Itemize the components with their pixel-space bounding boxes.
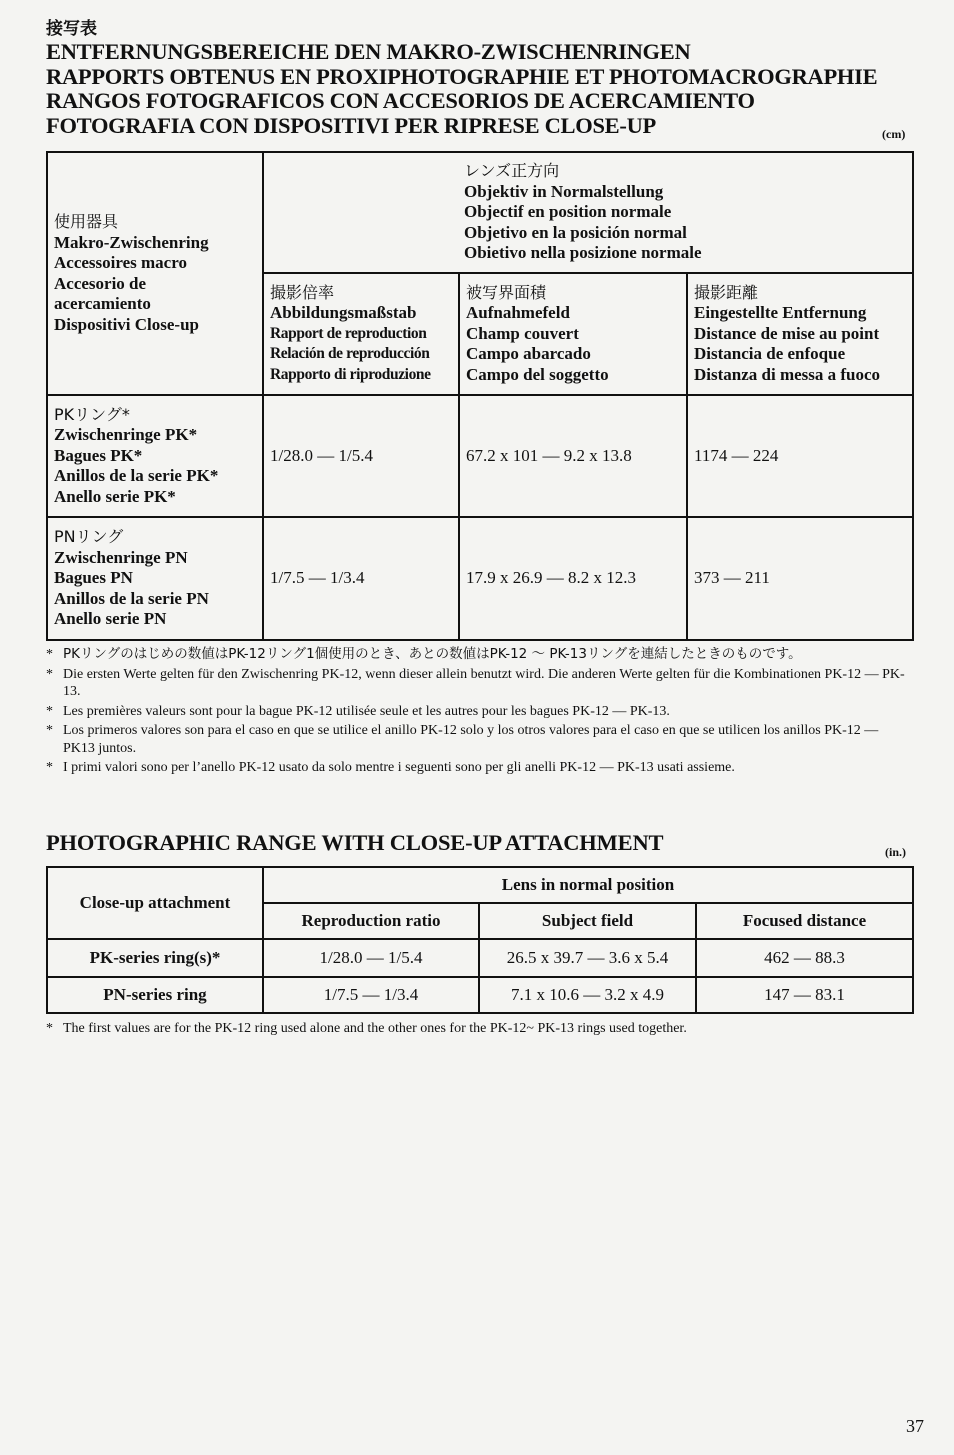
footnote-marker: * — [46, 647, 53, 662]
ratio-header-it: Rapporto di riproduzione — [270, 365, 431, 383]
attachment-header-fr: Accessoires macro — [54, 253, 187, 272]
english-footnote — [46, 1020, 912, 1037]
distance-header-jp: 撮影距離 — [694, 282, 759, 302]
en-ratio-header: Reproduction ratio — [263, 903, 479, 939]
footnote-fr — [46, 703, 912, 721]
footnote-de-text: Die ersten Werte gelten für den Zwischenring PK-12, wenn dieser allein benutzt wird. Die anderen Werte gelten für die Kombinationen PK-12 — PK-13. — [63, 666, 905, 699]
lens-header-de: Objektiv in Normalstellung — [464, 181, 664, 201]
english-range-table — [46, 866, 914, 1014]
lens-header-cell — [263, 152, 913, 273]
english-footnote-text: The first values are for the PK-12 ring used alone and the other ones for the PK-12~ PK-13 rings used together. — [63, 1021, 687, 1036]
unit-in: (in.) — [885, 845, 906, 859]
pn-distance: 373 — 211 — [687, 517, 913, 640]
pk-name-fr: Bagues PK* — [54, 445, 143, 465]
unit-cm: (cm) — [882, 127, 906, 141]
footnote-marker: * — [46, 703, 53, 719]
pn-name-it: Anello serie PN — [54, 609, 167, 629]
en-pk-name: PK-series ring(s)* — [47, 939, 263, 977]
footnote-it — [46, 759, 912, 777]
distance-header-fr: Distance de mise au point — [694, 323, 880, 343]
pk-ratio: 1/28.0 — 1/5.4 — [263, 395, 459, 517]
footnote-jp-text: PKリングのはじめの数値はPK-12リング1個使用のとき、あとの数値はPK-12 ～ PK-13リングを連結したときのものです。 — [63, 646, 802, 662]
footnote-jp — [46, 646, 912, 664]
distance-header-cell — [687, 273, 913, 395]
footnotes — [46, 646, 912, 779]
field-header-de: Aufnahmefeld — [466, 303, 570, 323]
table-row-en-pn — [47, 977, 913, 1013]
footnote-it-text: I primi valori sono per l’anello PK-12 usato da solo mentre i seguenti sono per gli anelli PK-12 — PK-13 usati assieme. — [63, 760, 735, 775]
footnote-es-text: Los primeros valores son para el caso en que se utilice el anillo PK-12 solo y los otros valores para el caso en que se utilicen los anillos PK-12 — PK13 juntos. — [63, 723, 879, 756]
field-header-cell — [459, 273, 687, 395]
pk-name-es: Anillos de la serie PK* — [54, 466, 219, 486]
en-pn-distance: 147 — 83.1 — [696, 977, 913, 1013]
en-pn-field: 7.1 x 10.6 — 3.2 x 4.9 — [479, 977, 696, 1013]
multilingual-range-table — [46, 151, 914, 641]
attachment-header-jp: 使用器具 — [54, 212, 119, 231]
title-german: ENTFERNUNGSBEREICHE DEN MAKRO-ZWISCHENRINGEN — [46, 39, 691, 64]
en-field-header: Subject field — [479, 903, 696, 939]
multilingual-titles — [46, 40, 877, 138]
pk-name-cell — [47, 395, 263, 517]
table-row-pn — [47, 517, 913, 640]
attachment-header-de: Makro-Zwischenring — [54, 232, 209, 252]
attachment-header-es-1: Accesorio de — [54, 273, 147, 293]
pk-distance: 1174 — 224 — [687, 395, 913, 517]
table-row-pk — [47, 395, 913, 517]
pn-field: 17.9 x 26.9 — 8.2 x 12.3 — [459, 517, 687, 640]
lens-header-jp: レンズ正方向 — [464, 161, 560, 181]
attachment-header-it: Dispositivi Close-up — [54, 314, 199, 334]
en-distance-header: Focused distance — [696, 903, 913, 939]
attachment-header-es-2: acercamiento — [54, 294, 151, 313]
table-row-en-pk — [47, 939, 913, 977]
en-pk-field: 26.5 x 39.7 — 3.6 x 5.4 — [479, 939, 696, 977]
en-lens-header: Lens in normal position — [263, 867, 913, 903]
field-header-es: Campo abarcado — [466, 344, 591, 364]
ratio-header-es: Relación de reproducción — [270, 345, 430, 363]
footnote-marker: * — [46, 666, 53, 682]
attachment-header-cell — [47, 152, 263, 395]
footnote-marker: * — [46, 723, 53, 738]
pn-name-jp: PNリング — [54, 527, 124, 547]
en-pn-name: PN-series ring — [47, 977, 263, 1013]
footnote-marker: * — [46, 1021, 53, 1036]
lens-header-it: Obietivo nella posizione normale — [464, 243, 702, 263]
title-spanish: RANGOS FOTOGRAFICOS CON ACCESORIOS DE ACERCAMIENTO — [46, 88, 755, 114]
distance-header-de: Eingestellte Entfernung — [694, 303, 867, 323]
title-italian: FOTOGRAFIA CON DISPOSITIVI PER RIPRESE CLOSE-UP — [46, 112, 656, 138]
japanese-title: 接写表 — [46, 19, 97, 39]
pn-ratio: 1/7.5 — 1/3.4 — [263, 517, 459, 640]
footnote-marker: * — [46, 760, 53, 775]
pk-field: 67.2 x 101 — 9.2 x 13.8 — [459, 395, 687, 517]
ratio-header-de: Abbildungsmaßstab — [270, 303, 417, 323]
pk-name-de: Zwischenringe PK* — [54, 425, 198, 445]
page-number: 37 — [906, 1416, 924, 1436]
distance-header-es: Distancia de enfoque — [694, 344, 846, 364]
pn-name-es: Anillos de la serie PN — [54, 588, 209, 608]
pn-name-fr: Bagues PN — [54, 568, 133, 588]
en-attachment-header: Close-up attachment — [47, 867, 263, 939]
pk-name-jp: PKリング* — [54, 404, 130, 424]
field-header-jp: 被写界面積 — [466, 282, 547, 302]
footnote-fr-text: Les premières valeurs sont pour la bague PK-12 utilisée seule et les autres pour les bagues PK-12 — PK-13. — [63, 703, 670, 719]
en-pn-ratio: 1/7.5 — 1/3.4 — [263, 977, 479, 1013]
distance-header-it: Distanza di messa a fuoco — [694, 364, 881, 384]
footnote-es — [46, 722, 912, 757]
pn-name-cell — [47, 517, 263, 640]
ratio-header-fr: Rapport de reproduction — [270, 324, 427, 342]
ratio-header-jp: 撮影倍率 — [270, 282, 335, 302]
footnote-de — [46, 666, 912, 701]
lens-header-es: Objetivo en la posición normal — [464, 222, 687, 242]
pn-name-de: Zwischenringe PN — [54, 547, 188, 567]
en-pk-ratio: 1/28.0 — 1/5.4 — [263, 939, 479, 977]
field-header-it: Campo del soggetto — [466, 364, 609, 384]
field-header-fr: Champ couvert — [466, 323, 579, 343]
en-pk-distance: 462 — 88.3 — [696, 939, 913, 977]
pk-name-it: Anello serie PK* — [54, 486, 176, 506]
ratio-header-cell — [263, 273, 459, 395]
english-title: PHOTOGRAPHIC RANGE WITH CLOSE-UP ATTACHMENT — [46, 830, 664, 855]
title-french: RAPPORTS OBTENUS EN PROXIPHOTOGRAPHIE ET PHOTOMACROGRAPHIE — [46, 63, 878, 89]
lens-header-fr: Objectif en position normale — [464, 202, 672, 222]
